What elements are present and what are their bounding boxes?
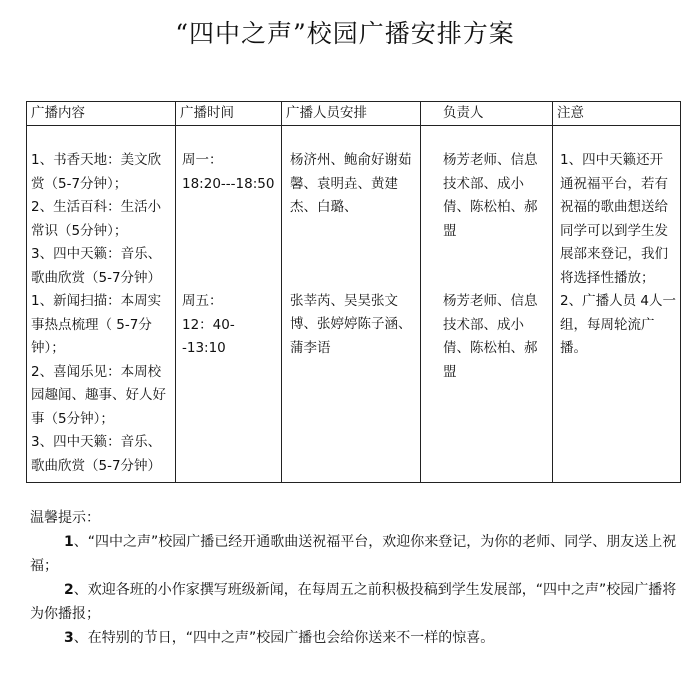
header-staff: 广播人员安排	[282, 102, 421, 126]
note-item: 1、四中天籁还开通祝福平台，若有祝福的歌曲想送给同学可以到学生发展部来登记，我们将选择性播放；	[560, 152, 668, 286]
tip-text: 、“四中之声”校园广播已经开通歌曲送祝福平台，欢迎你来登记，为你的老师、同学、朋友送上祝福；	[30, 534, 677, 574]
owner-friday: 杨芳老师、信息技术部、成小倩、陈松柏、郝盟	[443, 293, 538, 380]
program-item: 1、书香天地：美文欣赏（5-7分钟）；	[31, 152, 162, 192]
content-cell	[27, 126, 176, 483]
tip-number: 2	[64, 582, 74, 598]
staff-group-monday: 杨济州、鲍俞好谢茹馨、袁明垚、黄建杰、白璐、	[290, 152, 412, 215]
table-header-row	[27, 102, 681, 126]
time-day-monday: 周一：	[182, 152, 223, 168]
note-item: 2、广播人员 4人一组，每周轮流广播。	[560, 293, 676, 356]
page-title: “四中之声”校园广播安排方案	[175, 19, 515, 48]
program-item: 3、四中天籁：音乐、歌曲欣赏（5-7分钟）	[31, 246, 162, 286]
tips-section	[30, 506, 690, 650]
program-item: 3、四中天籁：音乐、歌曲欣赏（5-7分钟）	[31, 434, 162, 474]
owner-monday: 杨芳老师、信息技术部、成小倩、陈松柏、郝盟	[443, 152, 538, 239]
broadcast-schedule-table	[26, 101, 681, 483]
header-content: 广播内容	[27, 102, 176, 126]
time-range-monday: 18:20---18:50	[182, 175, 275, 192]
tip-item	[30, 626, 690, 650]
program-item: 2、喜闻乐见：本周校园趣闻、趣事、好人好事（5分钟）；	[31, 363, 166, 427]
header-owner: 负责人	[421, 102, 553, 126]
table-row	[27, 126, 681, 483]
time-day-friday: 周五：	[182, 293, 223, 309]
staff-cell	[282, 126, 421, 483]
tips-heading: 温馨提示：	[30, 510, 100, 526]
program-item: 2、生活百科：生活小常识（5分钟）；	[31, 199, 162, 239]
owner-cell	[421, 126, 553, 483]
notes-cell	[553, 126, 681, 483]
tip-number: 1	[64, 534, 74, 550]
tip-text: 、在特别的节日，“四中之声”校园广播也会给你送来不一样的惊喜。	[73, 630, 495, 646]
tip-item	[30, 530, 690, 578]
time-range-friday: 12：40--13:10	[182, 316, 235, 356]
staff-group-friday: 张莘芮、吴昊张文博、张婷婷陈子涵、蒲李语	[290, 292, 412, 356]
header-time: 广播时间	[176, 102, 282, 126]
tip-text: 、欢迎各班的小作家撰写班级新闻，在每周五之前积极投稿到学生发展部，“四中之声”校园广播将为你播报；	[30, 582, 677, 622]
tip-number: 3	[64, 630, 74, 646]
header-notes: 注意	[553, 102, 681, 126]
tip-item	[30, 578, 690, 626]
program-item: 1、新闻扫描：本周实事热点梳理（ 5-7分钟）；	[31, 293, 162, 356]
time-cell	[176, 126, 282, 483]
